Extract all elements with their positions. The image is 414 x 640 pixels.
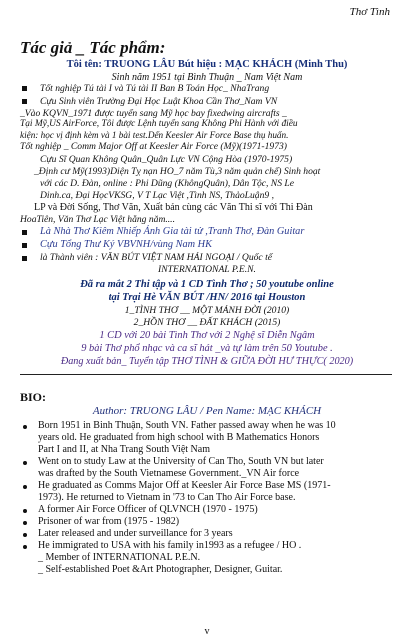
pub-book-1: 1_TÌNH THƠ __ MỘT MẢNH ĐỜI (2010)	[124, 305, 290, 316]
square-bullet-icon	[22, 230, 27, 235]
bio-item-officer: A former Air Force Officer of QLVNCH (1970 - 1975)	[38, 504, 258, 515]
role-secretary: Cựu Tổng Thư Ký VBVNH/vùng Nam HK	[40, 239, 212, 250]
bio-vn-line-9: LP và Đời Sống, Thơ Văn, Xuất bản cùng các Văn Thi sĩ với Thi Đàn	[34, 202, 313, 213]
bio-item-law-1: Went on to study Law at the University of Can Tho, South VN but later	[38, 456, 324, 467]
pub-headline-2: tại Trại Hè VĂN BÚT /HN/ 2016 tại Houston	[108, 292, 306, 303]
bio-item-self: _ Self-established Poet &Art Photographer, Designer, Guitar.	[38, 564, 283, 575]
bio-vn-line-7: với các D. Đàn, online : Phi Dũng (KhôngQuân), Dân Tộc, NS Le	[40, 178, 294, 189]
bio-item-law-2: was drafted by the South Vietnamese Government._VN Air force	[38, 468, 300, 479]
square-bullet-icon	[22, 256, 27, 261]
bio-item-pow: Prisoner of war from (1975 - 1982)	[38, 516, 180, 527]
bullet-icon	[23, 545, 27, 549]
name-line: Tôi tên: TRUONG LÂU Bút hiệu : MẠC KHÁCH (Minh Thu)	[66, 59, 348, 70]
bio-author: Author: TRUONG LÂU / Pen Name: MẠC KHÁCH	[92, 405, 322, 417]
square-bullet-icon	[22, 86, 27, 91]
bio-item-born-2: years old. He graduated from high school with B Mathematics Honors	[38, 432, 320, 443]
bio-item-immigrated: He immigrated to USA with his family in1993 as a refugee / HO .	[38, 540, 302, 551]
pub-cd: 1 CD với 20 bài Tình Thơ với 2 Nghệ sĩ Diễn Ngâm	[99, 330, 315, 341]
square-bullet-icon	[22, 243, 27, 248]
bullet-icon	[23, 461, 27, 465]
running-header: Thơ Tình	[349, 6, 390, 18]
role-poet: Là Nhà Thơ Kiêm Nhiếp Ảnh Gia tài tử ,Tranh Thơ, Đàn Guitar	[40, 226, 305, 237]
bio-item-member: _ Member of INTERNATIONAL P.E.N.	[38, 552, 201, 563]
bullet-icon	[23, 509, 27, 513]
bio-vn-line-2: Tại Mỹ,US AirForce, Tôi được Lệnh tuyển sang Không Phi Hành với điều	[20, 119, 298, 129]
bullet-icon	[23, 485, 27, 489]
bio-item-released: Later released and under surveillance for 3 years	[38, 528, 233, 539]
edu-law: Cựu Sinh viên Trường Đại Học Luật Khoa Cần Thơ_Nam VN	[40, 96, 278, 107]
bio-vn-line-8: Dinh.ca, Đại HọcVKSG, V T Lạc Việt ,Tình NS, ThảoLuận9 ,	[40, 190, 274, 201]
page-number: v	[204, 626, 210, 637]
section-title: Tác giả _ Tác phẩm:	[20, 38, 166, 57]
role-member: là Thành viên : VĂN BÚT VIỆT NAM HẢI NGOẠI / Quốc tế	[40, 252, 273, 263]
bullet-icon	[23, 533, 27, 537]
bio-vn-line-3: kiện: học vị định kèm và 1 bài test.Dến Keesler Air Force Base thụ huấn.	[20, 130, 289, 140]
bio-vn-line-5: Cựu Sĩ Quan Không Quân_Quân Lực VN Cộng Hòa (1970-1975)	[40, 154, 293, 165]
birth-line: Sinh năm 1951 tại Bình Thuận _ Nam Việt Nam	[111, 72, 303, 83]
bio-heading: BIO:	[20, 390, 47, 404]
bio-vn-line-10: HoaTiên, Văn Thơ Lạc Việt hằng năm....	[20, 214, 175, 225]
section-divider	[20, 374, 392, 375]
edu-highschool: Tốt nghiệp Tú tài I và Tú tài II Ban B Toán Học_ NhaTrang	[40, 83, 270, 94]
square-bullet-icon	[22, 99, 27, 104]
pub-headline-1: Đã ra mắt 2 Thi tập và 1 CD Tình Thơ ; 50 youtube online	[80, 279, 334, 290]
bio-item-born-3: Part I and II, at Nha Trang South Việt Nam	[38, 444, 210, 455]
pub-upcoming: Đang xuất bản_ Tuyển tập THƠ TÌNH & GIỮA ĐỜI HƯ THỰC( 2020)	[60, 356, 354, 367]
pub-youtube: 9 bài Thơ phổ nhạc và ca sĩ hát _và tự làm trên 50 Youtube .	[81, 343, 333, 354]
bullet-icon	[23, 425, 27, 429]
bio-vn-line-4: Tốt nghiệp _ Comm Major Off at Keesler Air Force (Mỹ)(1971-1973)	[20, 141, 287, 152]
bio-vn-line-1: _Vào KQVN_1971 được tuyển sang Mỹ học bay fixedwing aircrafts _	[20, 108, 287, 119]
bullet-icon	[23, 521, 27, 525]
bio-item-grad-2: 1973). He returned to Vietnam in '73 to Can Tho Air Force base.	[38, 492, 296, 503]
bio-item-grad-1: He graduated as Comms Major Off at Keesler Air Force Base MS (1971-	[38, 480, 331, 491]
bio-vn-line-6: _Định cư Mỹ(1993)Diện Tỵ nạn HO_7 năm Tù,3 năm quản chế) Sinh hoạt	[34, 166, 321, 177]
pub-book-2: 2_HỒN THƠ __ ĐẤT KHÁCH (2015)	[133, 317, 281, 328]
role-member-pen: INTERNATIONAL P.E.N.	[158, 264, 256, 275]
bio-item-born-1: Born 1951 in Binh Thuận, South VN. Father passed away when he was 10	[38, 420, 336, 431]
